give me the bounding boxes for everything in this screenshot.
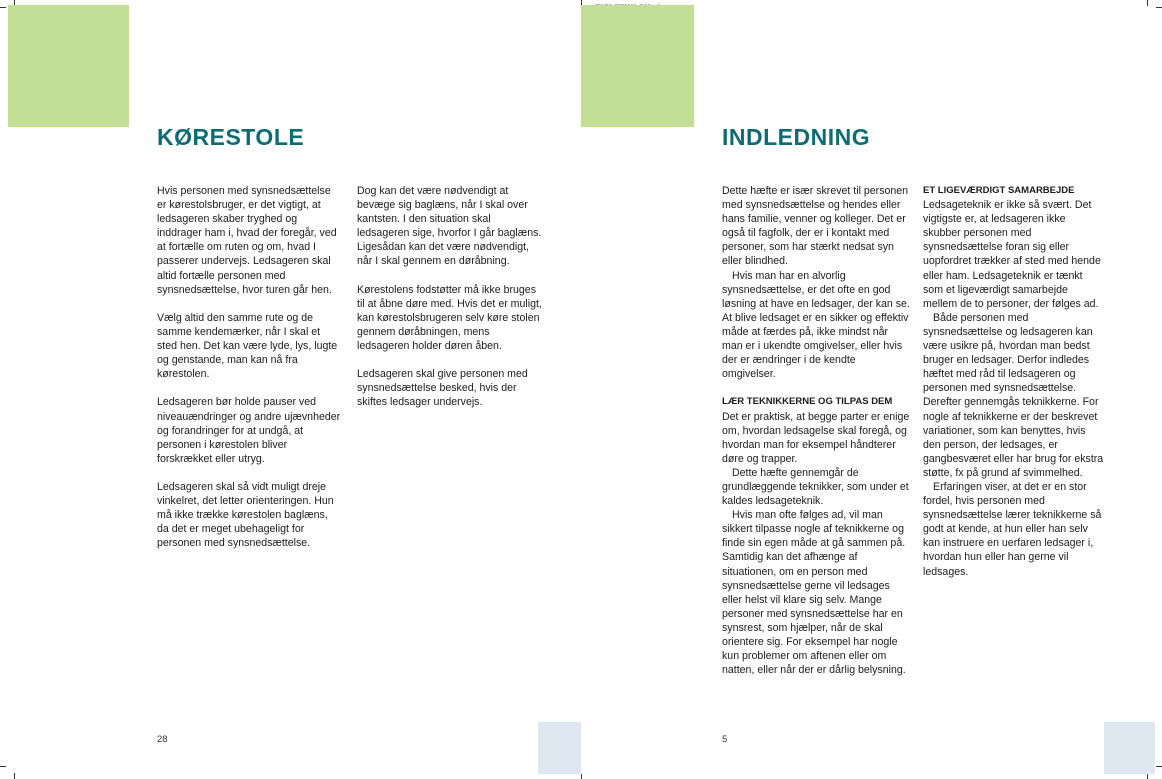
paragraph: Både personen med synsnedsættelse og ledsageren kan være usikre på, hvordan man bedst bruger en ledsager. Derfor indledes hæftet med råd til ledsageren og personen med synsnedsættelse. Derefter gennemgås teknikkerne. For nogle af teknikkerne er der beskrevet variationer, som kan benyttes, hvis den person, der ledsages, er gangbesværet eller har brug for ekstra støtte, fx på grund af svimmelhed. bbox=[923, 311, 1104, 479]
paragraph: Kørestolens fodstøtter må ikke bruges til at åbne døre med. Hvis det er muligt, kan kørestolsbrugeren selv køre stolen gennem døråbningen, mens ledsageren holder døren åben. bbox=[357, 283, 542, 353]
crop-mark bbox=[1156, 7, 1162, 8]
paragraph: Hvis personen med synsnedsættelse er kørestolsbruger, er det vigtigt, at ledsageren skaber tryghed og inddrager ham i, hvad der foregår, ved at fortælle om ruten og om, hvad I passerer undervejs. Ledsageren skal altid fortælle personen med synsnedsættelse, hvor turen går hen. bbox=[157, 185, 337, 296]
green-block bbox=[8, 5, 129, 127]
text-column bbox=[722, 184, 910, 677]
crop-mark bbox=[1156, 766, 1162, 767]
paragraph: Vælg altid den samme rute og de samme kendemærker, når I skal et sted hen. Det kan være lyde, lys, lugte og genstande, man kan nå fra kørestolen. bbox=[157, 311, 338, 381]
paragraph: Dog kan det være nødvendigt at bevæge sig baglæns, når I skal over kantsten. I den situation skal ledsageren sige, hvorfor I går baglæns. Ligesådan kan det være nødvendigt, når I skal gennem en døråbning. bbox=[357, 185, 542, 268]
green-block bbox=[581, 5, 694, 127]
section-heading: ET LIGEVÆRDIGT SAMARBEJDE bbox=[923, 185, 1075, 196]
paragraph: Hvis man ofte følges ad, vil man sikkert tilpasse nogle af teknikkerne og finde sin egen måde at gå sammen på. Samtidig kan det afhænge af situationen, om en person med synsnedsættelse gerne vil ledsages eller helst vil klare sig selv. Mange personer med synsnedsættelse har en synsrest, som hjælper, når de skal orientere sig. For eksempel har nogle kun problemer om aftenen eller om natten, eller når der er dårlig belysning. bbox=[722, 509, 906, 677]
text-column bbox=[923, 184, 1104, 579]
paragraph: Det er praktisk, at begge parter er enige om, hvordan ledsagelse skal foregå, og hvordan man for eksempel håndterer døre og trapper. bbox=[722, 410, 910, 465]
blue-block bbox=[538, 722, 581, 774]
paragraph: Erfaringen viser, at det er en stor fordel, hvis personen med synsnedsættelse lærer teknikkerne så godt at kende, at hun eller han selv kan instruere en uerfaren ledsager i, hvordan hun eller han gerne vil ledsages. bbox=[923, 480, 1102, 578]
crop-mark bbox=[14, 773, 15, 779]
paragraph: Dette hæfte gennemgår de grundlæggende teknikker, som under et kaldes ledsageteknik. bbox=[722, 466, 909, 508]
blue-block bbox=[1104, 722, 1155, 774]
paragraph: Hvis man har en alvorlig synsnedsættelse, er det ofte en god løsning at have en ledsager, der kan se. At blive ledsaget er en sikker og effektiv måde at færdes på, ikke mindst når man er i ukendte omgivelser, eller hvis der er ændringer i de kendte omgivelser. bbox=[722, 269, 910, 381]
crop-mark bbox=[0, 7, 6, 8]
text-column bbox=[157, 184, 342, 565]
paragraph: Ledsageren bør holde pauser ved niveauændringer og andre ujævnheder og forandringer for at undgå, at personen i kørestolen bliver forskrækket eller utryg. bbox=[157, 396, 341, 465]
section-heading: LÆR TEKNIKKERNE OG TILPAS DEM bbox=[722, 396, 893, 408]
crop-mark bbox=[1147, 0, 1148, 6]
crop-mark bbox=[581, 774, 582, 779]
text-column bbox=[357, 184, 542, 424]
page-title: INDLEDNING bbox=[722, 124, 871, 150]
paragraph: Ledsageren skal give personen med synsnedsættelse besked, hvis der skiftes ledsager undervejs. bbox=[357, 368, 528, 409]
page-number: 28 bbox=[157, 734, 168, 745]
page-number: 5 bbox=[722, 734, 728, 745]
crop-mark bbox=[0, 766, 6, 767]
page-title: KØRESTOLE bbox=[157, 124, 305, 150]
paragraph: Ledsageteknik er ikke så svært. Det vigtigste er, at ledsageren ikke skubber personen med synsnedsættelse foran sig eller uopfordret trækker af sted med hende eller ham. Ledsageteknik er tænkt som et ligeværdigt samarbejde mellem de to personer, der følges ad. bbox=[923, 199, 1101, 310]
paragraph: Dette hæfte er især skrevet til personen med synsnedsættelse og hendes eller hans familie, venner og kolleger. Det er også til fagfolk, der er i kontakt med personer, som har stærkt nedsat syn eller blindhed. bbox=[722, 185, 909, 268]
paragraph: Ledsageren skal så vidt muligt dreje vinkelret, det letter orienteringen. Hun må ikke trække kørestolen baglæns, da det er meget ubehageligt for personen med synsnedsættelse. bbox=[157, 480, 334, 550]
